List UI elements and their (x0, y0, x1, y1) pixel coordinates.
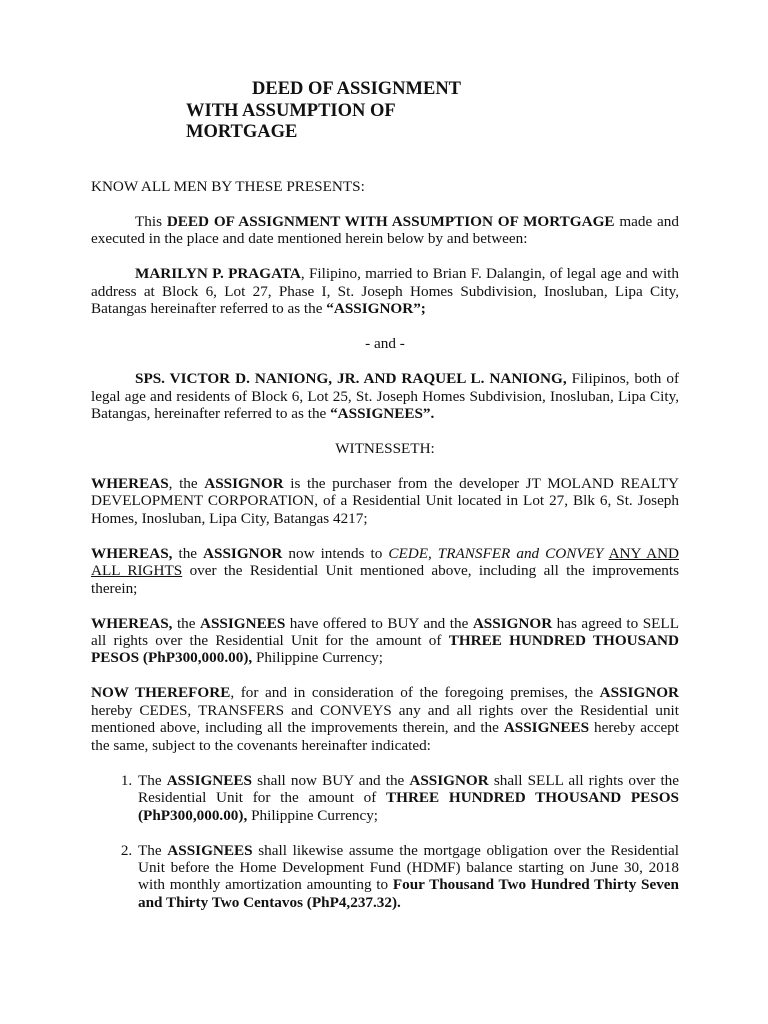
whereas-1: WHEREAS, the ASSIGNOR is the purchaser from the developer JT MOLAND REALTY DEVELOPMENT CORPORATION, of a Residential Unit located in Lot 27, Blk 6, St. Joseph Homes, Inosluban, Lipa City, Batangas 4217; (91, 475, 679, 527)
and-separator: - and - (365, 335, 405, 353)
covenant-item-1: 1. The ASSIGNEES shall now BUY and the ASSIGNOR shall SELL all rights over the Residential Unit for the amount of THREE HUNDRED THOUSAND PESOS (PhP300,000.00), Philippine Currency; (136, 772, 679, 824)
document-title (186, 79, 461, 144)
whereas-3: WHEREAS, the ASSIGNEES have offered to BUY and the ASSIGNOR has agreed to SELL all rights over the Residential Unit for the amount of THREE HUNDRED THOUSAND PESOS (PhP300,000.00), Philippine Currency; (91, 614, 679, 667)
now-therefore: NOW THEREFORE, for and in consideration of the foregoing premises, the ASSIGNOR hereby CEDES, TRANSFERS and CONVEYS any and all rights over the Residential unit mentioned above, including all the improvements therein, and the ASSIGNEES hereby accept the same, subject to the covenants hereinafter indicated: (91, 684, 680, 754)
covenant-list (91, 772, 679, 911)
whereas-2: WHEREAS, the ASSIGNOR now intends to CEDE, TRANSFER and CONVEY ANY AND ALL RIGHTS over the Residential Unit mentioned above, including all the improvements therein; (91, 544, 680, 597)
title-line-1: DEED OF ASSIGNMENT (252, 79, 462, 99)
title-line-3: MORTGAGE (186, 122, 298, 142)
paragraph-assignees: SPS. VICTOR D. NANIONG, JR. AND RAQUEL L. NANIONG, Filipinos, both of legal age and residents of Block 6, Lot 25, St. Joseph Homes Subdivision, Inosluban, Lipa City, Batangas, hereinafter referred to as the “ASSIGNEES”. (91, 370, 680, 423)
paragraph-this-deed: This DEED OF ASSIGNMENT WITH ASSUMPTION OF MORTGAGE made and executed in the place and date mentioned herein below by and between: (91, 213, 679, 248)
paragraph-assignor: MARILYN P. PRAGATA, Filipino, married to Brian F. Dalangin, of legal age and with address at Block 6, Lot 27, Phase I, St. Joseph Homes Subdivision, Inosluban, Lipa City, Batangas hereinafter referred to as the “ASSIGNOR”; (91, 265, 679, 318)
covenant-item-2: 2. The ASSIGNEES shall likewise assume the mortgage obligation over the Residential Unit before the Home Development Fund (HDMF) balance starting on June 30, 2018 with monthly amortization amounting to Four Thousand Two Hundred Thirty Seven and Thirty Two Centavos (PhP4,237.32). (136, 842, 679, 912)
document-body (91, 178, 679, 911)
title-line-2: WITH ASSUMPTION OF (186, 100, 396, 121)
witnesseth-heading: WITNESSETH: (335, 440, 435, 458)
intro-line: KNOW ALL MEN BY THESE PRESENTS: (91, 178, 365, 195)
